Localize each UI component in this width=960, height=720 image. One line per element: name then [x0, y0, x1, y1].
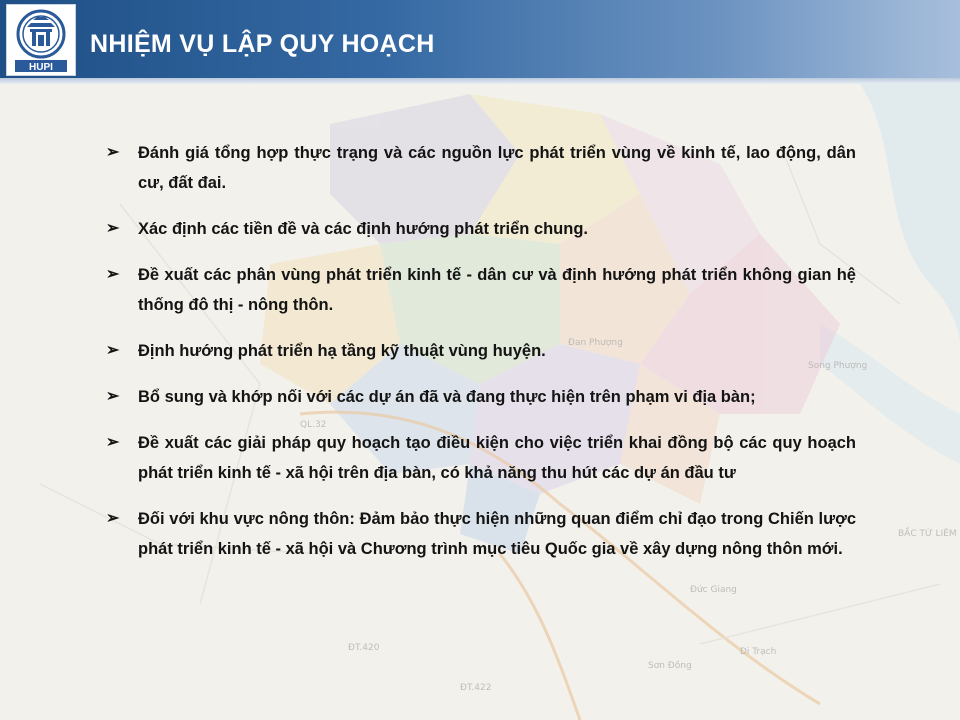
- map-label-di-trach: Di Trạch: [740, 647, 777, 657]
- arrow-bullet-icon: ➢: [106, 388, 120, 405]
- map-label-bac-tu-liem: BẮC TỪ LIÊM: [898, 529, 957, 539]
- arrow-bullet-icon: ➢: [106, 342, 120, 359]
- hupi-logo-emblem: [7, 5, 75, 75]
- logo-text: HUPI: [29, 62, 53, 73]
- map-label-duc-giang: Đức Giang: [690, 585, 737, 595]
- list-item: [106, 214, 856, 244]
- arrow-bullet-icon: ➢: [106, 266, 120, 283]
- list-item-text: Xác định các tiền đề và các định hướng phát triển chung.: [138, 220, 589, 238]
- map-label-son-dong: Sơn Đồng: [648, 661, 692, 671]
- map-label-dan-phuong: Đan Phượng: [568, 338, 623, 348]
- map-label-song-phuong: Song Phượng: [808, 361, 868, 371]
- task-list: [106, 138, 856, 580]
- map-label-ql32: QL.32: [300, 420, 327, 430]
- arrow-bullet-icon: ➢: [106, 144, 120, 161]
- list-item: [106, 336, 856, 366]
- page-title: NHIỆM VỤ LẬP QUY HOẠCH: [90, 30, 435, 58]
- list-item: [106, 504, 856, 564]
- header-divider: [0, 78, 960, 84]
- list-item-text: Đánh giá tổng hợp thực trạng và các nguồn lực phát triển vùng về kinh tế, lao động, dân cư, đất đai.: [138, 144, 856, 192]
- list-item-text: Đề xuất các giải pháp quy hoạch tạo điều kiện cho việc triển khai đồng bộ các quy hoạch phát triển kinh tế - xã hội trên địa bàn, có khả năng thu hút các dự án đầu tư: [138, 434, 856, 482]
- list-item-text: Định hướng phát triển hạ tầng kỹ thuật vùng huyện.: [138, 342, 546, 360]
- list-item-text: Đề xuất các phân vùng phát triển kinh tế - dân cư và định hướng phát triển không gian hệ thống đô thị - nông thôn.: [138, 266, 856, 314]
- list-item: [106, 138, 856, 198]
- list-item-text: Đối với khu vực nông thôn: Đảm bảo thực hiện những quan điểm chỉ đạo trong Chiến lược phát triển kinh tế - xã hội và Chương trình mục tiêu Quốc gia về xây dựng nông thôn mới.: [138, 510, 856, 558]
- list-item-text: Bổ sung và khớp nối với các dự án đã và đang thực hiện trên phạm vi địa bàn;: [138, 388, 756, 406]
- arrow-bullet-icon: ➢: [106, 434, 120, 451]
- hupi-logo: [6, 4, 76, 76]
- list-item: [106, 382, 856, 412]
- arrow-bullet-icon: ➢: [106, 510, 120, 527]
- list-item: [106, 260, 856, 320]
- arrow-bullet-icon: ➢: [106, 220, 120, 237]
- map-label-dt420: ĐT.420: [348, 643, 380, 653]
- list-item: [106, 428, 856, 488]
- map-label-dt422: ĐT.422: [460, 683, 492, 693]
